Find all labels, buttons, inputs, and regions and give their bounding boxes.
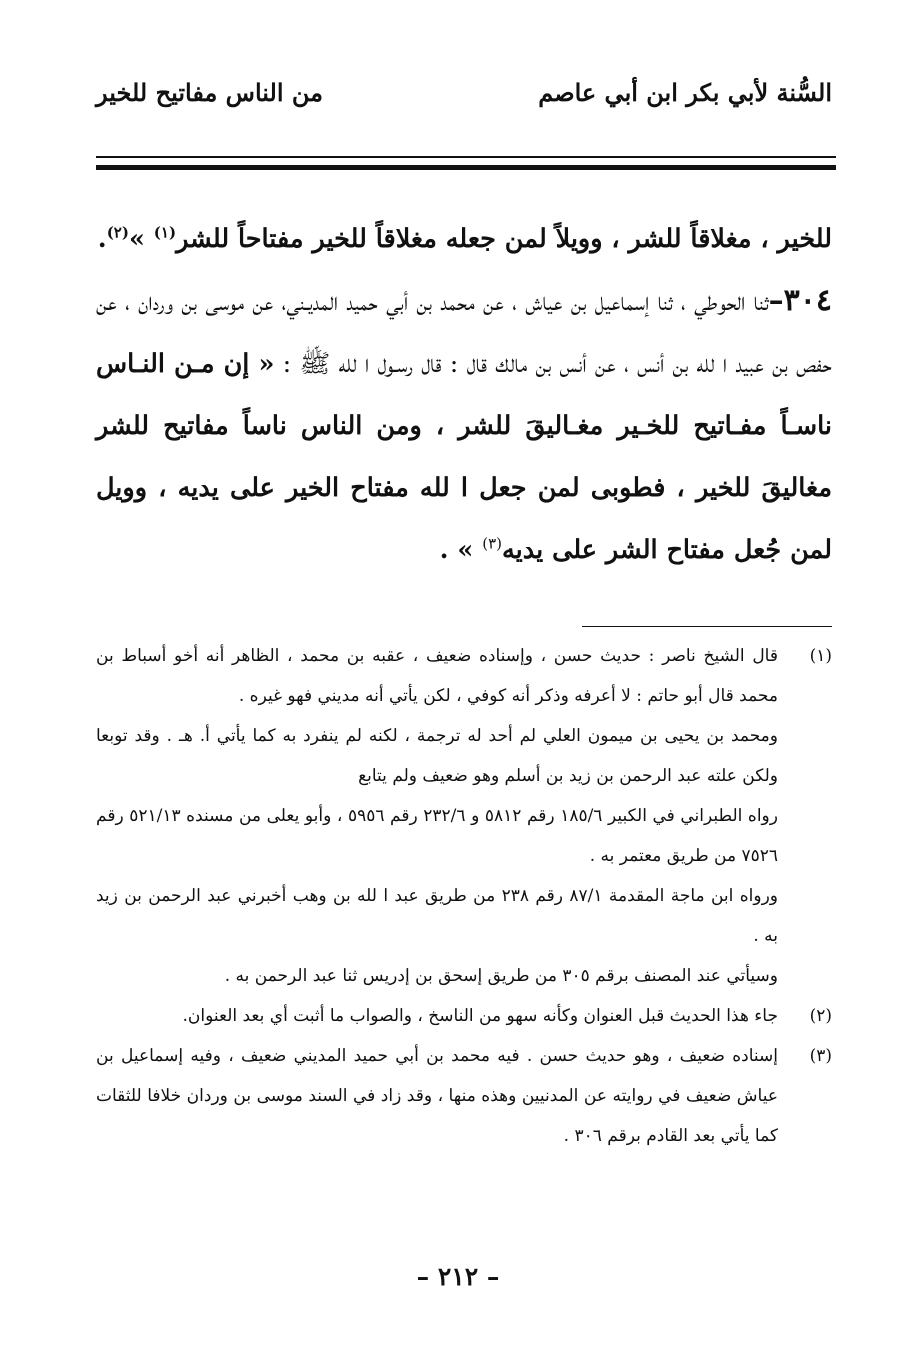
hadith-number: ٣٠٤: [783, 283, 832, 318]
footnote-mark: (٣): [809, 1046, 832, 1066]
footnote-paragraph: إسناده ضعيف ، وهو حديث حسن . فيه محمد بن أبي حميد المديني ضعيف ، وفيه إسماعيل بن عياش ضعيف في روايته عن المدنيين وهذه منها ، وقد زاد في السند موسى بن وردان خلافا للثقات كما يأتي بعد القادم برقم ٣٠٦ .: [96, 1046, 778, 1146]
footnote-paragraph: رواه الطبراني في الكبير ١٨٥/٦ رقم ٥٨١٢ و ٢٣٢/٦ رقم ٥٩٥٦ ، وأبو يعلى من مسنده ٥٢١/١٣ رقم ٧٥٢٦ من طريق معتمر به .: [96, 806, 778, 866]
header-rule-thick: [96, 165, 836, 170]
running-header: [96, 78, 832, 122]
footnote-paragraph: قال الشيخ ناصر : حديث حسن ، وإسناده ضعيف ، عقبه بن محمد ، الظاهر أنه أخو أسباط بن محمد قال أبو حاتم : لا أعرفه وذكر أنه كوفي ، لكن يأتي أنه مديني فهو غيره .: [96, 646, 778, 706]
footnote-paragraph: وسيأتي عند المصنف برقم ٣٠٥ من طريق إسحق بن إدريس ثنا عبد الرحمن به .: [224, 966, 778, 986]
chapter-title: من الناس مفاتيح للخير: [96, 78, 323, 107]
header-rule-thin: [96, 156, 836, 158]
quote-close: »: [128, 224, 154, 254]
main-text: [96, 208, 832, 581]
hadith-paragraph: [96, 270, 832, 581]
footnote-mark: (١): [809, 646, 832, 666]
continuation-line: [96, 208, 832, 270]
continuation-text: للخير ، مغلاقاً للشر ، وويلاً لمن جعله مغلاقاً للخير مفتاحاً للشر: [176, 224, 832, 254]
hadith-dash: –: [768, 283, 784, 318]
page-number: – ٢١٢ –: [416, 1262, 500, 1291]
footnote-ref-2: (٢): [106, 223, 129, 242]
matn-close: » .: [439, 535, 483, 565]
continuation-period: .: [97, 224, 107, 254]
footnote-mark: (٢): [809, 1006, 832, 1026]
footnote-1: [96, 636, 832, 996]
footnote-ref-3: (٣): [482, 534, 502, 553]
footnote-2: [96, 996, 832, 1036]
footnote-separator: [582, 626, 832, 627]
footnote-3: [96, 1036, 832, 1156]
book-title: السُّنة لأبي بكر ابن أبي عاصم: [538, 78, 832, 107]
hadith-matn: « إن مـن النـاس ناسـاً مفـاتيح للخـير مغـاليقَ للشر ، ومن الناس ناساً مفاتيح للشر مغاليقَ للخير ، فطوبى لمن جعل ا لله مفتاح الخير على يديه ، وويل لمن جُعل مفتاح الشر على يديه: [96, 349, 832, 565]
footnotes: [96, 636, 832, 1156]
footnote-paragraph: ومحمد بن يحيى بن ميمون العلي لم أحد له ترجمة ، لكنه لم ينفرد به كما يأتي أ. هـ . وقد توبعا ولكن علته عبد الرحمن بن زيد بن أسلم وهو ضعيف ولم يتابع: [96, 726, 778, 786]
hadith-isnad: ثنا الحوطي ، ثنا إسماعيل بن عياش ، عن محمد بن أبي حميد المديـني، عن موسى بن وردان ، عن حفص بن عبيد ا لله بن أنس ، عن أنس بن مالك قال : قال رسـول ا لله ﷺ :: [96, 287, 832, 379]
footnote-paragraph: ورواه ابن ماجة المقدمة ٨٧/١ رقم ٢٣٨ من طريق عبد ا لله بن وهب أخبرني عبد الرحمن بن زيد به .: [96, 886, 778, 946]
footnote-paragraph: جاء هذا الحديث قبل العنوان وكأنه سهو من الناسخ ، والصواب ما أثبت أي بعد العنوان.: [182, 1006, 778, 1026]
footnote-ref-1: (١): [153, 223, 177, 242]
